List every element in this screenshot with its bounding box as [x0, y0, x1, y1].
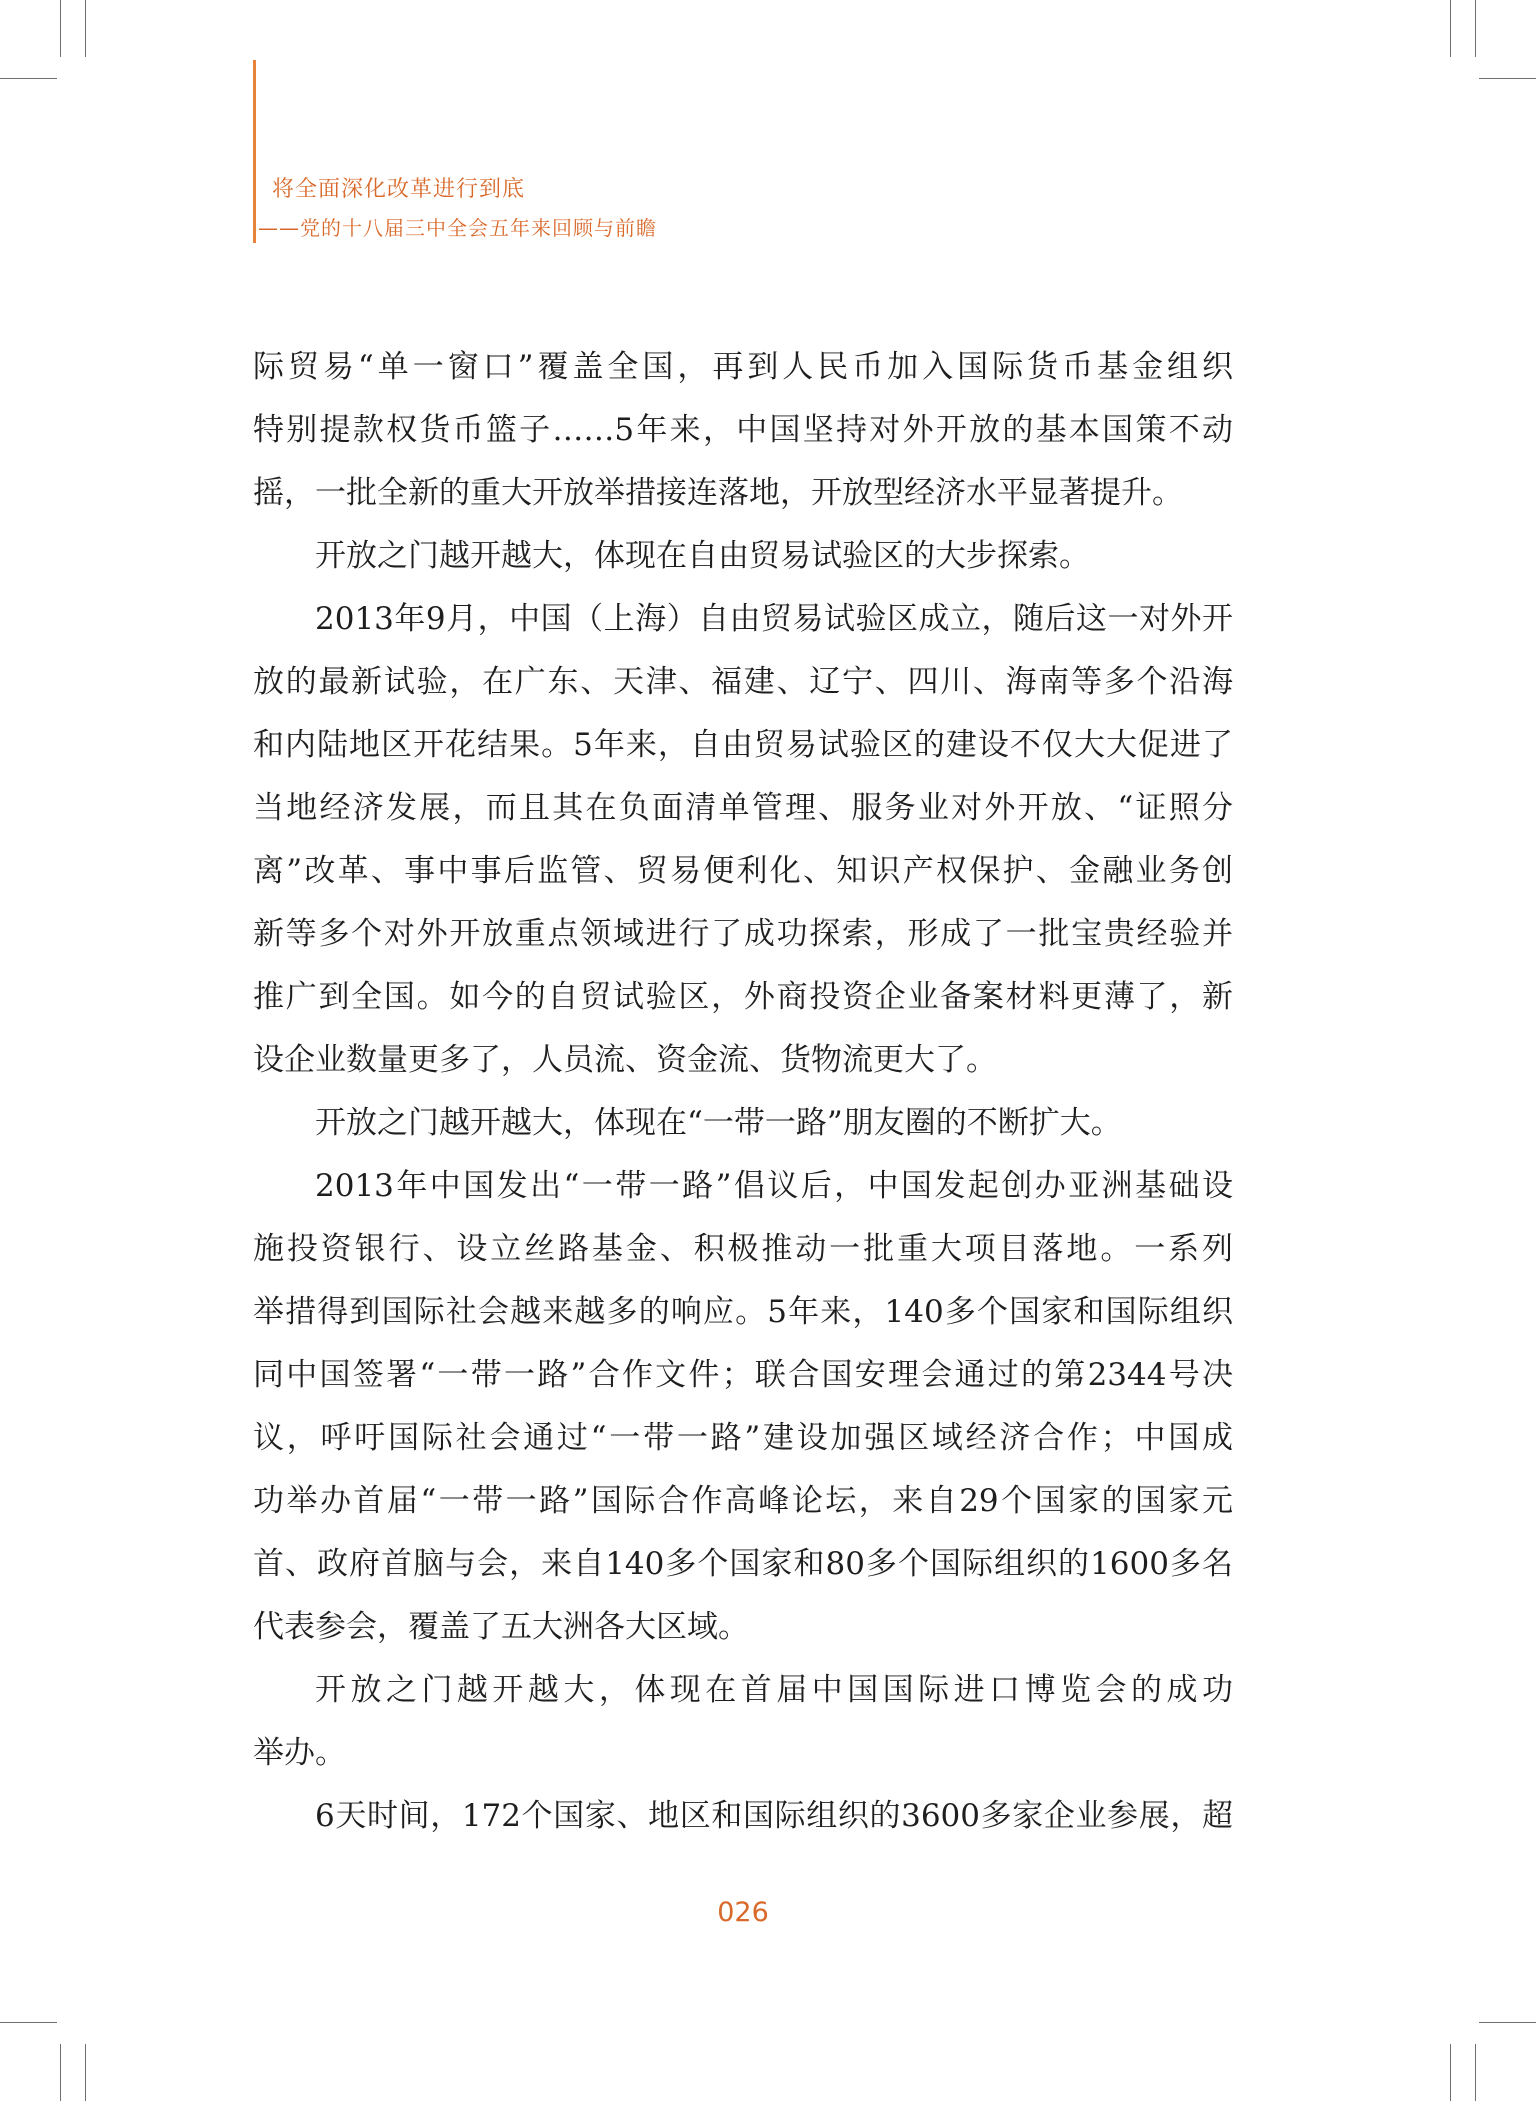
text-line: 同中国签署“一带一路”合作文件；联合国安理会通过的第2344号决 [253, 1357, 1233, 1393]
crop-mark [1479, 2022, 1536, 2023]
crop-mark [85, 2044, 86, 2101]
header-accent-rule [253, 60, 256, 243]
crop-mark [60, 0, 61, 57]
crop-mark [1450, 0, 1451, 57]
crop-mark [1479, 78, 1536, 79]
page-number: 026 [717, 1897, 769, 1928]
text-line: 代表参会，覆盖了五大洲各大区域。 [253, 1609, 749, 1645]
crop-mark [1475, 2044, 1476, 2101]
crop-mark [85, 0, 86, 57]
text-line: 首、政府首脑与会，来自140多个国家和80多个国际组织的1600多名 [253, 1546, 1233, 1582]
text-line: 和内陆地区开花结果。5年来，自由贸易试验区的建设不仅大大促进了 [253, 727, 1233, 763]
text-line: 议，呼吁国际社会通过“一带一路”建设加强区域经济合作；中国成 [253, 1420, 1233, 1456]
crop-mark [0, 78, 57, 79]
text-line: 功举办首届“一带一路”国际合作高峰论坛，来自29个国家的国家元 [253, 1483, 1233, 1519]
crop-mark [1475, 0, 1476, 57]
text-line: 摇，一批全新的重大开放举措接连落地，开放型经济水平显著提升。 [253, 475, 1183, 511]
text-line: 离”改革、事中事后监管、贸易便利化、知识产权保护、金融业务创 [253, 853, 1233, 889]
running-header-title: 将全面深化改革进行到底 [272, 177, 526, 202]
crop-mark [60, 2044, 61, 2101]
text-line: 2013年中国发出“一带一路”倡议后，中国发起创办亚洲基础设 [315, 1168, 1233, 1204]
text-line: 开放之门越开越大，体现在首届中国国际进口博览会的成功 [315, 1672, 1233, 1708]
running-header-subtitle: ——党的十八届三中全会五年来回顾与前瞻 [258, 216, 657, 240]
crop-mark [0, 2022, 57, 2023]
text-line: 2013年9月，中国（上海）自由贸易试验区成立，随后这一对外开 [315, 601, 1233, 637]
text-line: 特别提款权货币篮子……5年来，中国坚持对外开放的基本国策不动 [253, 412, 1233, 448]
text-line: 开放之门越开越大，体现在“一带一路”朋友圈的不断扩大。 [315, 1105, 1122, 1141]
text-line: 开放之门越开越大，体现在自由贸易试验区的大步探索。 [315, 538, 1090, 574]
text-line: 举措得到国际社会越来越多的响应。5年来，140多个国家和国际组织 [253, 1294, 1233, 1330]
text-line: 举办。 [253, 1735, 346, 1771]
text-line: 推广到全国。如今的自贸试验区，外商投资企业备案材料更薄了，新 [253, 979, 1233, 1015]
text-line: 设企业数量更多了，人员流、资金流、货物流更大了。 [253, 1042, 997, 1078]
text-line: 施投资银行、设立丝路基金、积极推动一批重大项目落地。一系列 [253, 1231, 1233, 1267]
crop-mark [1450, 2044, 1451, 2101]
text-line: 际贸易“单一窗口”覆盖全国，再到人民币加入国际货币基金组织 [253, 349, 1233, 385]
text-line: 6天时间，172个国家、地区和国际组织的3600多家企业参展，超 [315, 1798, 1233, 1834]
text-line: 放的最新试验，在广东、天津、福建、辽宁、四川、海南等多个沿海 [253, 664, 1233, 700]
text-line: 新等多个对外开放重点领域进行了成功探索，形成了一批宝贵经验并 [253, 916, 1233, 952]
body-text [253, 336, 1233, 1848]
text-line: 当地经济发展，而且其在负面清单管理、服务业对外开放、“证照分 [253, 790, 1233, 826]
